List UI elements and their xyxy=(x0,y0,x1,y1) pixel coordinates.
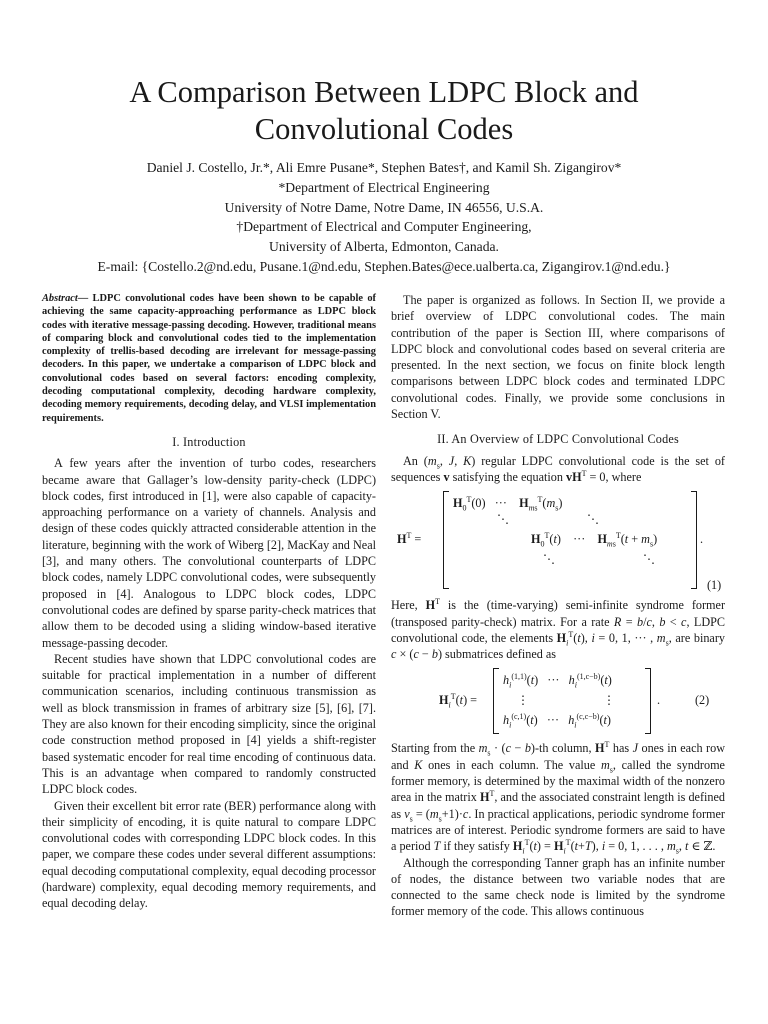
affiliation-1: *Department of Electrical Engineering xyxy=(278,179,490,195)
left-column xyxy=(42,292,376,912)
memory-paragraph: Starting from the $m_s \cdot (c - b)-th$ column, $H^T$ has J ones in each row and K ones in each column. The value $m_s$, called the syndrome former memory, is determined by the maximal width of the nonzero area in the matrix $H^T$, and the associated constraint length is defined as $\nu_s = (m_s+1)\cdot c$. In practical applications, periodic syndrome former matrices are of interest. Periodic syndrome formers are said to have a period T if they satisfy $H_i^T(t) = H_i^T(t+T)$, i = 0, 1, . . . , $m_s$, t ∈ ℤ. xyxy=(391,740,725,856)
affiliation-3: †Department of Electrical and Computer Engineering, xyxy=(236,219,532,235)
regular-code-definition: An ($m_s$, J, K) regular LDPC convolutional code is the set of sequences v satisfying the equation $vH^T = 0$, where xyxy=(391,453,725,484)
left-bracket xyxy=(443,491,449,589)
equation-1-number: (1) xyxy=(707,578,722,593)
affiliation-2: University of Notre Dame, Notre Dame, IN 46556, U.S.A. xyxy=(224,199,544,215)
title-line-1: A Comparison Between LDPC Block and xyxy=(129,75,639,109)
equation-1-matrix: $H^T$ = $H_0^T(0)$ ··· $H_{ms}^T(m_s)$ ⋱ ⋱ $H_0^T(t)$ ··· $H_{ms}^T(t + m_s)$ ⋱ ⋱ . (1) xyxy=(391,489,725,597)
abstract-text: — LDPC convolutional codes have been shown to be capable of achieving the same capacity-approaching performance as LDPC block codes with iterative message-passing decoding. However, traditional means of comparing block and convolutional codes tied to the implementation complexity of trellis-based decoding are irrelevant for message-passing decoders. In this paper, we undertake a comparison of LDPC block and convolutional codes based on several factors: encoding complexity, decoding computational complexity, decoding hardware complexity, decoding memory requirements, decoding delay, and VLSI implementation requirements. xyxy=(42,293,376,424)
intro-paragraph-3: Given their excellent bit error rate (BER) performance along with their simplicity of encoding, it is quite natural to compare LDPC convolutional codes with corresponding LDPC block codes. In this paper, we compare these codes under several different assumptions: equal decoding computational complexity, equal decoding processor (hardware) complexity, equal decoding memory requirements, and equal decoding delay. xyxy=(42,798,376,911)
section-heading-introduction: I. Introduction xyxy=(172,434,246,449)
author-list: Daniel J. Costello, Jr.*, Ali Emre Pusane*, Stephen Bates†, and Kamil Sh. Zigangirov* xyxy=(146,160,622,175)
email-line: E-mail: {Costello.2@nd.edu, Pusane.1@nd.edu, Stephen.Bates@ece.ualberta.ca, Zigangirov.1@nd.edu.} xyxy=(97,258,671,274)
affiliation-4: University of Alberta, Edmonton, Canada. xyxy=(269,239,499,255)
organization-paragraph: The paper is organized as follows. In Section II, we provide a brief overview of LDPC convolutional codes. The main contribution of the paper is Section III, where comparisons of LDPC block and convolutional codes based on several criteria are presented. In the next section, we focus on finite block length comparisons between LDPC block codes and terminated LDPC convolutional codes. Finally, we provide some conclusions in Section V. xyxy=(391,293,725,422)
title-line-2: Convolutional Codes xyxy=(254,112,514,146)
matrix-lhs: $H^T$ = xyxy=(397,531,422,547)
equation-2-number: (2) xyxy=(695,693,710,708)
paper-title xyxy=(40,74,728,148)
tanner-graph-paragraph: Although the corresponding Tanner graph has an infinite number of nodes, the distance between two variable nodes that are connected to the same check node is limited by the syndrome former memory of the code. This allows continuous xyxy=(391,855,725,919)
intro-paragraph-2: Recent studies have shown that LDPC convolutional codes are suitable for practical implementation in a number of different communication scenarios, including continuous transmission as well as block transmission in frames of arbitrary size [5], [6], [7]. They are also known for their encoding simplicity, since the original code construction method proposed in [4] yields a shift-register based systematic encoder for real time encoding of continuous data. This is an advantage when compared to randomly constructed LDPC block codes. xyxy=(42,651,376,797)
equation-2-matrix: $H_i^T(t)$ = $h_i^{(1,1)}(t)$ ··· $h_i^{(1,c-b)}(t)$ ⋮ ⋮ $h_i^{(c,1)}(t)$ ··· $h_i^{(c,c-b)}(t)$ . (2) xyxy=(391,666,725,736)
abstract xyxy=(42,292,376,425)
intro-paragraph-1: A few years after the invention of turbo codes, researchers became aware that Gallager’s low-density parity-check (LDPC) block codes, first introduced in [1], were also capable of capacity-approaching performance on a variety of channels. Analysis and design of these codes quickly attracted considerable attention in the literature, beginning with the work of Wiberg [2], MacKay and Neal [3], and many others. The convolutional counterparts of LDPC block codes, namely LDPC convolutional codes, were subsequently proposed in [4]. Analogous to LDPC block codes, LDPC convolutional codes are defined by sparse parity-check matrices that allow them to be decoded using a sliding window-based iterative message-passing decoder. xyxy=(42,456,376,650)
section-heading-overview: II. An Overview of LDPC Convolutional Codes xyxy=(437,432,679,447)
syndrome-former-paragraph: Here, $H^T$ is the (time-varying) semi-infinite syndrome former (transposed parity-check) matrix. For a rate R = b/c, b < c, LDPC convolutional code, the elements $H_i^T(t)$, i = 0, 1, ··· , $m_s$, are binary c × (c − b) submatrices defined as xyxy=(391,597,726,662)
right-column xyxy=(391,292,725,920)
abstract-label: Abstract xyxy=(42,293,78,304)
right-bracket xyxy=(691,491,697,589)
author-block xyxy=(40,158,728,277)
